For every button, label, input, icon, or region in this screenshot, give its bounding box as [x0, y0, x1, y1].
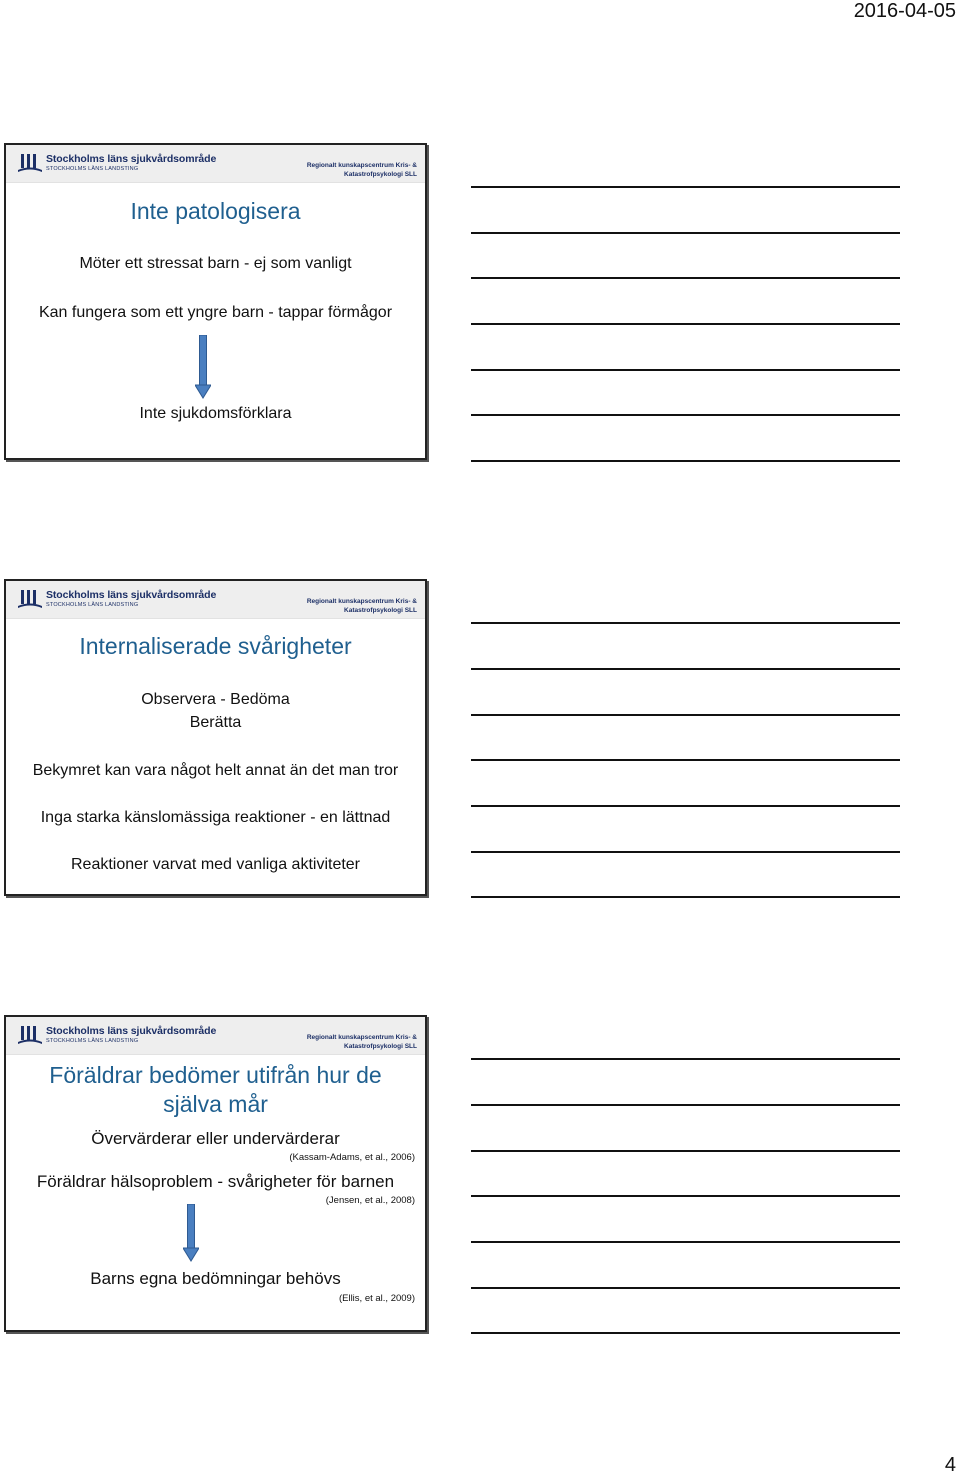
note-line — [471, 277, 900, 279]
slide-line: Reaktioner varvat med vanliga aktiviteter — [70, 856, 361, 873]
logo-name: Stockholms läns sjukvårdsområde — [46, 1025, 217, 1037]
slide-line: Inte sjukdomsförklara — [139, 405, 292, 422]
logo-name: Stockholms läns sjukvårdsområde — [46, 153, 217, 165]
header-org-line2: Katastrofpsykologi SLL — [344, 171, 417, 178]
slide-line: Möter ett stressat barn - ej som vanligt — [79, 255, 352, 272]
slide-line: Berätta — [189, 714, 242, 731]
slide-line: Inga starka känslomässiga reaktioner - en lättnad — [40, 809, 391, 826]
header-organization — [307, 1033, 417, 1051]
note-line — [471, 622, 900, 624]
citation: (Ellis, et al., 2009) — [338, 1293, 415, 1304]
note-line — [471, 1058, 900, 1060]
note-line — [471, 1104, 900, 1106]
header-org-line1: Regionalt kunskapscentrum Kris- & — [306, 162, 417, 169]
note-line — [471, 1241, 900, 1243]
slide-header — [6, 1017, 425, 1055]
arrow-down-icon — [195, 335, 211, 399]
slide-line: Bekymret kan vara något helt annat än det man tror — [32, 762, 399, 779]
note-line — [471, 714, 900, 716]
note-line — [471, 851, 900, 853]
note-line — [471, 759, 900, 761]
slide-2 — [4, 579, 427, 896]
slide-line: Föräldrar hälsoproblem - svårigheter för barnen — [36, 1172, 395, 1191]
note-line — [471, 460, 900, 462]
citation: (Jensen, et al., 2008) — [325, 1195, 415, 1206]
slide-title: Inte patologisera — [130, 198, 301, 224]
sll-logo-icon — [18, 1024, 42, 1046]
slide-line: Observera - Bedöma — [141, 691, 290, 708]
citation: (Kassam-Adams, et al., 2006) — [289, 1152, 415, 1163]
sll-logo-icon — [18, 152, 42, 174]
slide-3 — [4, 1015, 427, 1332]
slide-title: Internaliserade svårigheter — [79, 633, 352, 659]
note-line — [471, 896, 900, 898]
header-org-line2: Katastrofpsykologi SLL — [344, 1043, 417, 1050]
header-org-line1: Regionalt kunskapscentrum Kris- & — [306, 598, 417, 605]
header-org-line2: Katastrofpsykologi SLL — [344, 607, 417, 614]
note-line — [471, 369, 900, 371]
header-org-line1: Regionalt kunskapscentrum Kris- & — [306, 1034, 417, 1041]
page-number: 4 — [944, 1454, 956, 1476]
header-organization — [307, 597, 417, 615]
logo-subtitle: STOCKHOLMS LÄNS LANDSTING — [46, 602, 139, 608]
slide-line: Kan fungera som ett yngre barn - tappar förmågor — [38, 304, 393, 321]
note-line — [471, 1195, 900, 1197]
note-line — [471, 668, 900, 670]
note-line — [471, 186, 900, 188]
slide-line: Barns egna bedömningar behövs — [90, 1269, 341, 1288]
slide-header — [6, 581, 425, 619]
note-line — [471, 1287, 900, 1289]
logo-subtitle: STOCKHOLMS LÄNS LANDSTING — [46, 1038, 139, 1044]
slide-title-line1: Föräldrar bedömer utifrån hur de — [49, 1062, 382, 1088]
note-line — [471, 1332, 900, 1334]
arrow-down-icon — [183, 1204, 199, 1262]
page-date: 2016-04-05 — [853, 0, 956, 22]
note-line — [471, 323, 900, 325]
sll-logo-icon — [18, 588, 42, 610]
slide-header — [6, 145, 425, 183]
note-line — [471, 1150, 900, 1152]
slide-title-line2: själva mår — [163, 1091, 268, 1117]
logo-name: Stockholms läns sjukvårdsområde — [46, 589, 217, 601]
logo-subtitle: STOCKHOLMS LÄNS LANDSTING — [46, 166, 139, 172]
slide-1 — [4, 143, 427, 460]
note-line — [471, 232, 900, 234]
header-organization — [307, 161, 417, 179]
slide-line: Övervärderar eller undervärderar — [91, 1129, 340, 1148]
note-line — [471, 414, 900, 416]
note-line — [471, 805, 900, 807]
